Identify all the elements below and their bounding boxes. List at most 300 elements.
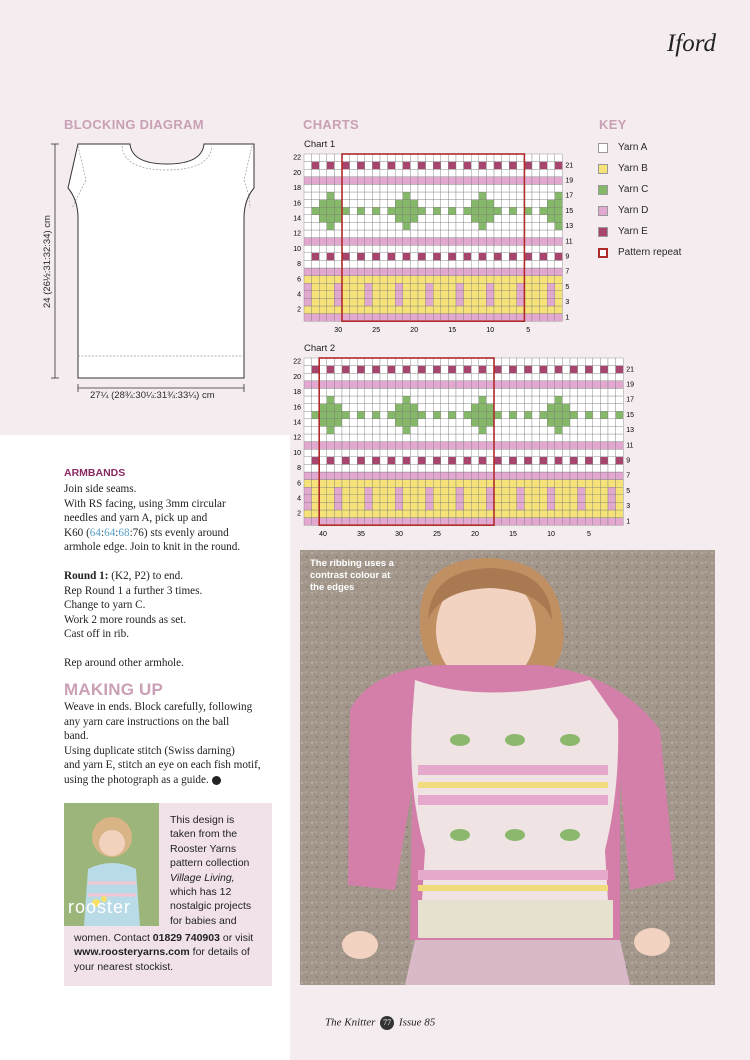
chart-stitch <box>578 495 586 503</box>
chart-stitch <box>448 502 456 510</box>
chart-stitch <box>410 449 418 457</box>
text-line: pattern collection <box>170 857 250 870</box>
chart-stitch <box>509 192 517 200</box>
chart-stitch <box>388 419 396 427</box>
website-link[interactable]: www.roosteryarns.com <box>74 946 190 959</box>
chart-stitch <box>593 366 601 374</box>
chart-stitch <box>585 434 593 442</box>
chart-stitch <box>312 230 320 238</box>
chart-stitch <box>570 404 578 412</box>
chart-stitch <box>403 192 411 200</box>
blocking-width-label: 27¼ (28¾:30¼:31¾:33¼) cm <box>90 390 215 401</box>
chart-stitch <box>388 426 396 434</box>
chart-stitch <box>334 177 342 185</box>
chart-stitch <box>578 502 586 510</box>
chart-stitch <box>464 192 472 200</box>
chart-stitch <box>456 192 464 200</box>
key-row-yarn-e <box>598 221 681 242</box>
chart-grid <box>304 358 623 525</box>
chart-stitch <box>388 411 396 419</box>
chart-stitch <box>524 449 532 457</box>
chart-stitch <box>327 419 335 427</box>
chart-stitch <box>433 502 441 510</box>
chart-stitch <box>464 396 472 404</box>
chart-stitch <box>312 518 320 526</box>
chart-stitch <box>448 306 456 314</box>
chart-stitch <box>456 411 464 419</box>
chart-stitch <box>388 200 396 208</box>
chart-stitch <box>532 154 540 162</box>
chart-stitch <box>426 169 434 177</box>
chart-stitch <box>372 184 380 192</box>
chart-stitch <box>509 381 517 389</box>
chart-stitch <box>517 434 525 442</box>
chart-stitch <box>471 442 479 450</box>
chart-stitch <box>464 245 472 253</box>
chart-stitch <box>502 464 510 472</box>
chart-stitch <box>304 276 312 284</box>
chart-stitch <box>509 480 517 488</box>
chart-stitch <box>350 200 358 208</box>
chart-stitch <box>479 502 487 510</box>
chart-stitch <box>555 449 563 457</box>
chart-stitch <box>456 268 464 276</box>
chart-stitch <box>418 411 426 419</box>
chart-stitch <box>448 396 456 404</box>
chart-stitch <box>441 222 449 230</box>
chart-stitch <box>433 238 441 246</box>
chart-stitch <box>464 404 472 412</box>
chart-stitch <box>357 192 365 200</box>
chart-stitch <box>524 207 532 215</box>
chart-stitch <box>547 306 555 314</box>
chart-stitch <box>410 245 418 253</box>
chart-stitch <box>616 411 624 419</box>
chart-stitch <box>608 510 616 518</box>
chart-stitch <box>517 442 525 450</box>
chart-stitch <box>509 276 517 284</box>
chart-stitch <box>441 449 449 457</box>
chart-stitch <box>380 388 388 396</box>
chart-stitch <box>540 200 548 208</box>
chart-stitch <box>372 177 380 185</box>
chart-stitch <box>464 215 472 223</box>
chart-stitch <box>532 358 540 366</box>
chart-stitch <box>532 449 540 457</box>
chart-stitch <box>509 253 517 261</box>
chart-stitch <box>517 260 525 268</box>
chart-stitch <box>388 464 396 472</box>
chart-stitch <box>403 502 411 510</box>
chart-stitch <box>456 464 464 472</box>
chart-stitch <box>334 154 342 162</box>
chart-stitch <box>509 426 517 434</box>
chart-stitch <box>441 154 449 162</box>
chart-stitch <box>540 207 548 215</box>
chart-stitch <box>350 298 358 306</box>
chart-stitch <box>433 510 441 518</box>
chart-stitch <box>380 314 388 322</box>
chart-stitch <box>494 388 502 396</box>
chart-stitch <box>312 388 320 396</box>
chart-stitch <box>327 215 335 223</box>
chart-stitch <box>585 373 593 381</box>
chart-stitch <box>593 502 601 510</box>
chart-stitch <box>403 419 411 427</box>
chart-stitch <box>441 472 449 480</box>
row-label-left: 10 <box>293 449 301 457</box>
chart-stitch <box>517 472 525 480</box>
chart-stitch <box>395 396 403 404</box>
chart-stitch <box>327 276 335 284</box>
chart-stitch <box>616 449 624 457</box>
chart-stitch <box>365 268 373 276</box>
chart-stitch <box>433 291 441 299</box>
chart-stitch <box>593 411 601 419</box>
chart-stitch <box>312 502 320 510</box>
chart-stitch <box>578 396 586 404</box>
chart-stitch <box>486 268 494 276</box>
chart-stitch <box>403 200 411 208</box>
chart-stitch <box>502 192 510 200</box>
chart-stitch <box>380 419 388 427</box>
text-line: Rep around other armhole. <box>64 656 184 669</box>
chart-stitch <box>372 291 380 299</box>
key-label: Yarn D <box>618 205 649 216</box>
chart-stitch <box>357 215 365 223</box>
chart-stitch <box>540 434 548 442</box>
chart-stitch <box>312 268 320 276</box>
chart-stitch <box>441 502 449 510</box>
chart-stitch <box>433 434 441 442</box>
chart-stitch <box>365 291 373 299</box>
chart-stitch <box>388 230 396 238</box>
chart-stitch <box>388 442 396 450</box>
chart-stitch <box>395 442 403 450</box>
chart-stitch <box>578 358 586 366</box>
chart-stitch <box>304 238 312 246</box>
chart-stitch <box>471 510 479 518</box>
chart-stitch <box>403 396 411 404</box>
chart-stitch <box>334 449 342 457</box>
chart-stitch <box>616 358 624 366</box>
chart-stitch <box>350 472 358 480</box>
chart-stitch <box>448 419 456 427</box>
chart-stitch <box>304 222 312 230</box>
chart-stitch <box>600 411 608 419</box>
chart-stitch <box>327 207 335 215</box>
key-row-yarn-a <box>598 137 681 158</box>
col-label: 15 <box>448 327 457 335</box>
chart-stitch <box>388 495 396 503</box>
chart-stitch <box>342 434 350 442</box>
chart-stitch <box>365 184 373 192</box>
chart-stitch <box>593 419 601 427</box>
chart-stitch <box>509 207 517 215</box>
row-label-left: 16 <box>293 404 301 412</box>
key-label: Yarn A <box>618 142 648 153</box>
chart-stitch <box>312 276 320 284</box>
chart-stitch <box>517 314 525 322</box>
chart-stitch <box>494 215 502 223</box>
chart-stitch <box>464 434 472 442</box>
chart-stitch <box>585 449 593 457</box>
chart-stitch <box>410 184 418 192</box>
chart-stitch <box>350 373 358 381</box>
chart-stitch <box>380 464 388 472</box>
chart-stitch <box>418 434 426 442</box>
chart-stitch <box>524 487 532 495</box>
chart-stitch <box>555 518 563 526</box>
row-label-left: 16 <box>293 200 301 208</box>
chart-stitch <box>319 388 327 396</box>
chart-stitch <box>524 396 532 404</box>
chart-stitch <box>372 358 380 366</box>
chart-stitch <box>380 184 388 192</box>
chart-stitch <box>471 177 479 185</box>
row-label-right: 11 <box>565 238 573 246</box>
chart-stitch <box>372 388 380 396</box>
chart-stitch <box>570 502 578 510</box>
chart-stitch <box>304 518 312 526</box>
chart-stitch <box>562 449 570 457</box>
chart-stitch <box>426 373 434 381</box>
chart-stitch <box>426 381 434 389</box>
chart-stitch <box>372 457 380 465</box>
chart-stitch <box>540 495 548 503</box>
chart-stitch <box>304 381 312 389</box>
chart-stitch <box>410 396 418 404</box>
chart-stitch <box>312 154 320 162</box>
swatch-pattern-repeat <box>598 248 608 258</box>
chart-stitch <box>547 366 555 374</box>
chart-stitch <box>517 457 525 465</box>
chart-stitch <box>517 411 525 419</box>
chart-stitch <box>616 487 624 495</box>
chart-stitch <box>540 298 548 306</box>
chart-stitch <box>410 487 418 495</box>
chart-stitch <box>319 495 327 503</box>
chart-stitch <box>433 245 441 253</box>
chart-stitch <box>616 464 624 472</box>
chart-stitch <box>403 298 411 306</box>
chart-stitch <box>350 169 358 177</box>
chart-stitch <box>312 200 320 208</box>
chart-stitch <box>426 480 434 488</box>
chart-stitch <box>350 510 358 518</box>
chart-stitch <box>524 230 532 238</box>
chart-stitch <box>350 222 358 230</box>
chart-stitch <box>517 245 525 253</box>
chart-stitch <box>486 238 494 246</box>
chart-stitch <box>547 184 555 192</box>
chart-stitch <box>304 366 312 374</box>
chart-stitch <box>600 495 608 503</box>
chart-stitch <box>441 276 449 284</box>
chart-stitch <box>593 442 601 450</box>
chart-stitch <box>380 192 388 200</box>
chart-stitch <box>616 510 624 518</box>
chart-stitch <box>395 480 403 488</box>
chart-stitch <box>441 230 449 238</box>
chart-stitch <box>479 207 487 215</box>
chart-stitch <box>365 238 373 246</box>
chart-stitch <box>502 366 510 374</box>
chart-stitch <box>410 154 418 162</box>
chart-stitch <box>547 495 555 503</box>
chart-stitch <box>304 192 312 200</box>
chart-stitch <box>540 472 548 480</box>
chart-stitch <box>494 434 502 442</box>
chart-stitch <box>555 419 563 427</box>
chart-stitch <box>334 169 342 177</box>
chart-stitch <box>464 306 472 314</box>
chart-stitch <box>342 449 350 457</box>
chart-stitch <box>441 442 449 450</box>
chart-stitch <box>464 314 472 322</box>
chart-stitch <box>448 449 456 457</box>
photo-caption: The ribbing uses a contrast colour at the edges <box>310 558 394 593</box>
chart-stitch <box>334 162 342 170</box>
chart-stitch <box>441 358 449 366</box>
chart-stitch <box>426 238 434 246</box>
chart-stitch <box>304 396 312 404</box>
chart-stitch <box>502 381 510 389</box>
chart-stitch <box>600 464 608 472</box>
chart-stitch <box>509 230 517 238</box>
chart-stitch <box>334 222 342 230</box>
chart-stitch <box>350 487 358 495</box>
chart-stitch <box>433 184 441 192</box>
chart-stitch <box>410 442 418 450</box>
chart-stitch <box>350 404 358 412</box>
chart-stitch <box>304 177 312 185</box>
chart-stitch <box>464 276 472 284</box>
chart2-label: Chart 2 <box>304 343 336 354</box>
chart-stitch <box>471 464 479 472</box>
chart-stitch <box>532 276 540 284</box>
chart-stitch <box>448 298 456 306</box>
chart-stitch <box>502 230 510 238</box>
chart-stitch <box>524 222 532 230</box>
chart-stitch <box>555 291 563 299</box>
row-label-left: 20 <box>293 169 301 177</box>
chart-stitch <box>547 464 555 472</box>
chart-stitch <box>380 177 388 185</box>
chart-stitch <box>540 411 548 419</box>
chart-stitch <box>426 260 434 268</box>
chart-stitch <box>350 495 358 503</box>
chart-stitch <box>372 449 380 457</box>
chart-stitch <box>532 207 540 215</box>
chart-stitch <box>334 268 342 276</box>
chart-stitch <box>350 268 358 276</box>
chart-stitch <box>448 411 456 419</box>
chart-stitch <box>486 260 494 268</box>
chart-stitch <box>334 260 342 268</box>
chart-stitch <box>517 419 525 427</box>
chart-stitch <box>372 169 380 177</box>
chart-stitch <box>494 518 502 526</box>
chart-stitch <box>464 457 472 465</box>
chart-stitch <box>433 306 441 314</box>
chart-stitch <box>464 358 472 366</box>
chart-stitch <box>517 177 525 185</box>
chart-stitch <box>372 502 380 510</box>
chart-stitch <box>342 464 350 472</box>
chart-stitch <box>479 442 487 450</box>
col-label: 40 <box>319 531 327 539</box>
chart-stitch <box>441 518 449 526</box>
chart-stitch <box>418 207 426 215</box>
chart-stitch <box>509 358 517 366</box>
chart-stitch <box>319 245 327 253</box>
chart-stitch <box>471 291 479 299</box>
chart-stitch <box>380 434 388 442</box>
row-label-left: 10 <box>293 245 301 253</box>
chart-stitch <box>479 487 487 495</box>
key-row-yarn-b <box>598 158 681 179</box>
chart-stitch <box>555 283 563 291</box>
chart-stitch <box>555 154 563 162</box>
chart-stitch <box>342 192 350 200</box>
chart-stitch <box>380 162 388 170</box>
chart-stitch <box>418 510 426 518</box>
chart-stitch <box>418 487 426 495</box>
chart-stitch <box>608 495 616 503</box>
chart-stitch <box>494 426 502 434</box>
row-label-left: 14 <box>293 215 301 223</box>
chart-stitch <box>616 495 624 503</box>
text-line: Change to yarn C. <box>64 599 146 612</box>
chart-stitch <box>555 169 563 177</box>
chart-stitch <box>448 154 456 162</box>
chart-stitch <box>471 358 479 366</box>
chart-stitch <box>426 442 434 450</box>
chart-stitch <box>593 426 601 434</box>
chart-stitch <box>319 510 327 518</box>
row-label-right: 11 <box>626 442 634 450</box>
chart-stitch <box>555 373 563 381</box>
chart-stitch <box>312 404 320 412</box>
chart-stitch <box>319 238 327 246</box>
chart-stitch <box>380 230 388 238</box>
chart-stitch <box>395 510 403 518</box>
chart-stitch <box>319 162 327 170</box>
chart-stitch <box>342 260 350 268</box>
chart-stitch <box>365 154 373 162</box>
chart-stitch <box>600 396 608 404</box>
chart-stitch <box>350 154 358 162</box>
chart-stitch <box>357 464 365 472</box>
chart-stitch <box>334 238 342 246</box>
chart-stitch <box>395 222 403 230</box>
chart-stitch <box>426 192 434 200</box>
col-label: 30 <box>334 327 343 335</box>
chart-stitch <box>327 298 335 306</box>
size-sep: : <box>115 526 119 539</box>
chart-stitch <box>555 510 563 518</box>
chart-stitch <box>456 314 464 322</box>
chart-stitch <box>304 404 312 412</box>
chart-stitch <box>540 222 548 230</box>
chart-stitch <box>365 260 373 268</box>
chart-stitch <box>509 215 517 223</box>
chart-stitch <box>502 396 510 404</box>
chart-stitch <box>357 442 365 450</box>
chart-stitch <box>327 192 335 200</box>
chart-stitch <box>372 200 380 208</box>
